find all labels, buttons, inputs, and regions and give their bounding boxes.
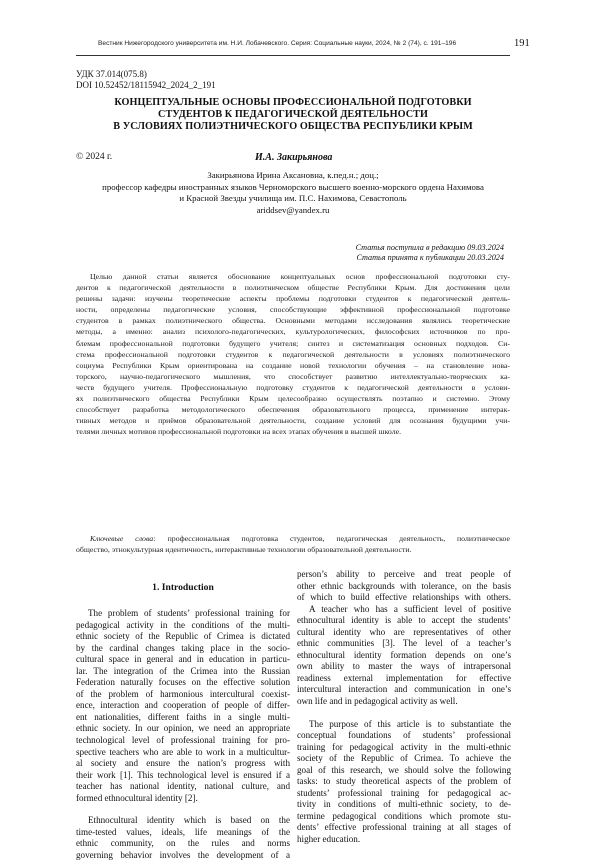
body-line: termine pedagogical conditions which promote stu- <box>297 810 511 821</box>
body-line: training for pedagogical activity in the multi-ethnic <box>297 741 511 752</box>
body-line: formed ethnocultural identity [2]. <box>76 792 198 803</box>
body-line: conceptual foundations of students’ professional <box>297 730 511 741</box>
title-line: В УСЛОВИЯХ ПОЛИЭТНИЧЕСКОГО ОБЩЕСТВА РЕСПУБЛИКИ КРЫМ <box>113 121 473 132</box>
abstract-line: блемам профессиональной подготовки будущего учителя; синтез и систематизация основных подходов. Си- <box>76 338 510 348</box>
abstract-line: способствует разработка методологического обеспечения образовательного процесса, применение интерак- <box>76 405 510 415</box>
paragraph-gap <box>76 804 290 815</box>
author-affiliation <box>90 170 496 216</box>
right-column <box>297 569 511 846</box>
body-line: cultural identity who are representatives of other <box>297 626 511 637</box>
body-line: readiness external implementation for effective <box>297 672 511 683</box>
body-line: ethnic communities [3]. The level of a teacher’s <box>297 638 511 649</box>
body-line: ence, interaction and cooperation of people of differ- <box>76 700 290 711</box>
abstract-line: Целью данной статьи является обоснование концептуальных основ профессиональной подготовки сту- <box>90 272 510 281</box>
body-line: governing behavior involves the development of a <box>76 849 290 860</box>
body-line: intercultural interaction and communication in one’s <box>297 684 511 695</box>
body-line: higher education. <box>297 834 361 845</box>
paragraph-gap <box>297 708 511 719</box>
body-line: tasks: to study theoretical aspects of the problem of <box>297 776 511 787</box>
body-line: dents’ effective professional training at all stages of <box>297 822 511 833</box>
abstract-line: дентов к педагогической деятельности в полиэтническом обществе Республики Крым. Для достижения цели <box>76 283 510 293</box>
body-line: own life and in pedagogical activity as well. <box>297 696 458 707</box>
author-name: И.А. Закирьянова <box>255 152 333 163</box>
body-line: Federation naturally focuses on the effective solution <box>76 677 290 688</box>
header-rule <box>76 55 510 56</box>
body-line: students’ professional training for pedagogical ac- <box>297 787 511 798</box>
body-line: ethnocultural identity is able to accept the students’ <box>297 615 511 626</box>
title-line: КОНЦЕПТУАЛЬНЫЕ ОСНОВЫ ПРОФЕССИОНАЛЬНОЙ ПОДГОТОВКИ <box>114 97 472 108</box>
keywords-text: профессиональная подготовка студентов, педагогическая деятельность, полиэтническое <box>155 534 510 543</box>
left-column <box>76 577 290 861</box>
body-line: own ability to master the ways of intrapersonal <box>297 661 511 672</box>
body-line: person’s ability to perceive and treat people of <box>297 569 511 579</box>
body-line: al society and ensure the nation’s progress with <box>76 758 290 769</box>
abstract-line: торского, научно-педагогического мышления, что способствует развитию интеллектуально-творческих ка- <box>76 371 510 381</box>
body-line: ethnic society. In our opinion, we need an appropriate <box>76 723 290 734</box>
accepted-date: Статья принята к публикации 20.03.2024 <box>356 253 504 262</box>
body-line: pedagogical activity in the conditions of the multi- <box>76 619 290 630</box>
abstract <box>76 271 510 437</box>
keywords-label: Ключевые слова: <box>90 534 156 543</box>
affiliation-line: Закирьянова Ирина Аксановна, к.пед.н.; доц.; <box>207 170 379 180</box>
abstract-line: телями личных мотивов профессиональной подготовки на всех этапах обучения в высшей школе. <box>76 427 402 437</box>
body-line: of which to build effective relationships with others. <box>297 592 511 603</box>
abstract-line: стема профессиональной подготовки студентов к педагогической деятельности в условиях полиэтнического <box>76 349 510 359</box>
body-line: of the problem of harmonious intercultural coexist- <box>76 688 290 699</box>
body-line: by the cardinal changes taking place in the socio- <box>76 642 290 653</box>
body-line: teacher has national identity, national culture, and <box>76 781 290 792</box>
article-dates <box>356 243 504 263</box>
abstract-line: тивных методов и приёмов образовательной деятельности, создание условий для осознания будущими учи- <box>76 416 510 426</box>
body-line: cultural space in general and in education in particu- <box>76 654 290 665</box>
body-line: spective teachers who are able to work in a multicultur- <box>76 746 290 757</box>
section-heading: 1. Introduction <box>152 582 214 593</box>
body-line: their work [1]. This technological level is ensured if a <box>76 769 290 780</box>
body-line: time-tested values, ideals, life meanings of the <box>76 826 290 837</box>
abstract-line: студентов в рамках полиэтнического общества. Основными методами исследования являлись теоретические <box>76 316 510 326</box>
article-title <box>76 97 510 133</box>
body-line: other ethnic backgrounds with tolerance, on the basis <box>297 580 511 591</box>
abstract-line: ях полиэтнического общества Республики Крым целесообразно осуществлять поэтапно и системно. Этому <box>76 394 510 404</box>
body-line: technological level of professional training for pro- <box>76 735 290 746</box>
copyright-year: © 2024 г. <box>76 152 113 162</box>
body-line: A teacher who has a sufficient level of positive <box>309 603 511 614</box>
body-line: goal of this research, we should solve the following <box>297 764 511 775</box>
body-line: tivity in conditions of multi-ethnic society, to de- <box>297 799 511 810</box>
abstract-line: социума Республики Крым ориентирована на создание новой технологии обучения – на становление нова- <box>76 360 510 370</box>
abstract-line: ности, определены педагогические условия, способствующие эффективной профессиональной подготовке <box>76 305 510 315</box>
body-line: ethnic community, on the rules and norms <box>76 838 290 849</box>
page-number: 191 <box>514 38 530 49</box>
udc-code: УДК 37.014(075.8) <box>76 69 147 79</box>
body-line: ent nationalities, different faiths in a single multi- <box>76 711 290 722</box>
running-head: Вестник Нижегородского университета им. Н.И. Лобачевского. Серия: Социальные науки, 2024, № 2 (74), с. 191–196 <box>98 40 457 47</box>
body-line: ethnic society of the Republic of Crimea is dictated <box>76 631 290 642</box>
keywords-line: общество, этнокультурная идентичность, интерактивные технологии образовательной деятельности. <box>76 545 412 555</box>
body-line: society of the Republic of Crimea. To achieve the <box>297 753 511 764</box>
affiliation-line: и Красной Звезды училища им. П.С. Нахимова, Севастополь <box>179 193 407 204</box>
received-date: Статья поступила в редакцию 09.03.2024 <box>355 243 504 252</box>
keywords <box>76 533 510 555</box>
abstract-line: честв будущего учителя. Профессиональную подготовку студентов к педагогической деятельности в услови- <box>76 382 510 392</box>
body-line: lar. The integration of the Crimea into the Russian <box>76 665 290 676</box>
doi: DOI 10.52452/18115942_2024_2_191 <box>76 80 216 90</box>
abstract-line: методы, а именно: анализ психолого-педагогических, культурологических, философских источников по про- <box>76 327 510 337</box>
body-line: The purpose of this article is to substantiate the <box>309 718 511 729</box>
affiliation-line: профессор кафедры иностранных языков Черноморского высшего военно-морского ордена Нахимова <box>102 181 484 192</box>
keywords-line <box>76 533 510 544</box>
title-line: СТУДЕНТОВ К ПЕДАГОГИЧЕСКОЙ ДЕЯТЕЛЬНОСТИ <box>158 109 428 120</box>
author-email: ariddsev@yandex.ru <box>256 204 330 215</box>
body-line: ethnocultural identity formation depends on one’s <box>297 649 511 660</box>
body-line: Ethnocultural identity which is based on the <box>88 815 290 826</box>
body-line: The problem of students’ professional training for <box>88 608 290 618</box>
abstract-line: решены задачи: изучены теоретические аспекты проблемы подготовки студентов к педагогической деятель- <box>76 294 510 304</box>
